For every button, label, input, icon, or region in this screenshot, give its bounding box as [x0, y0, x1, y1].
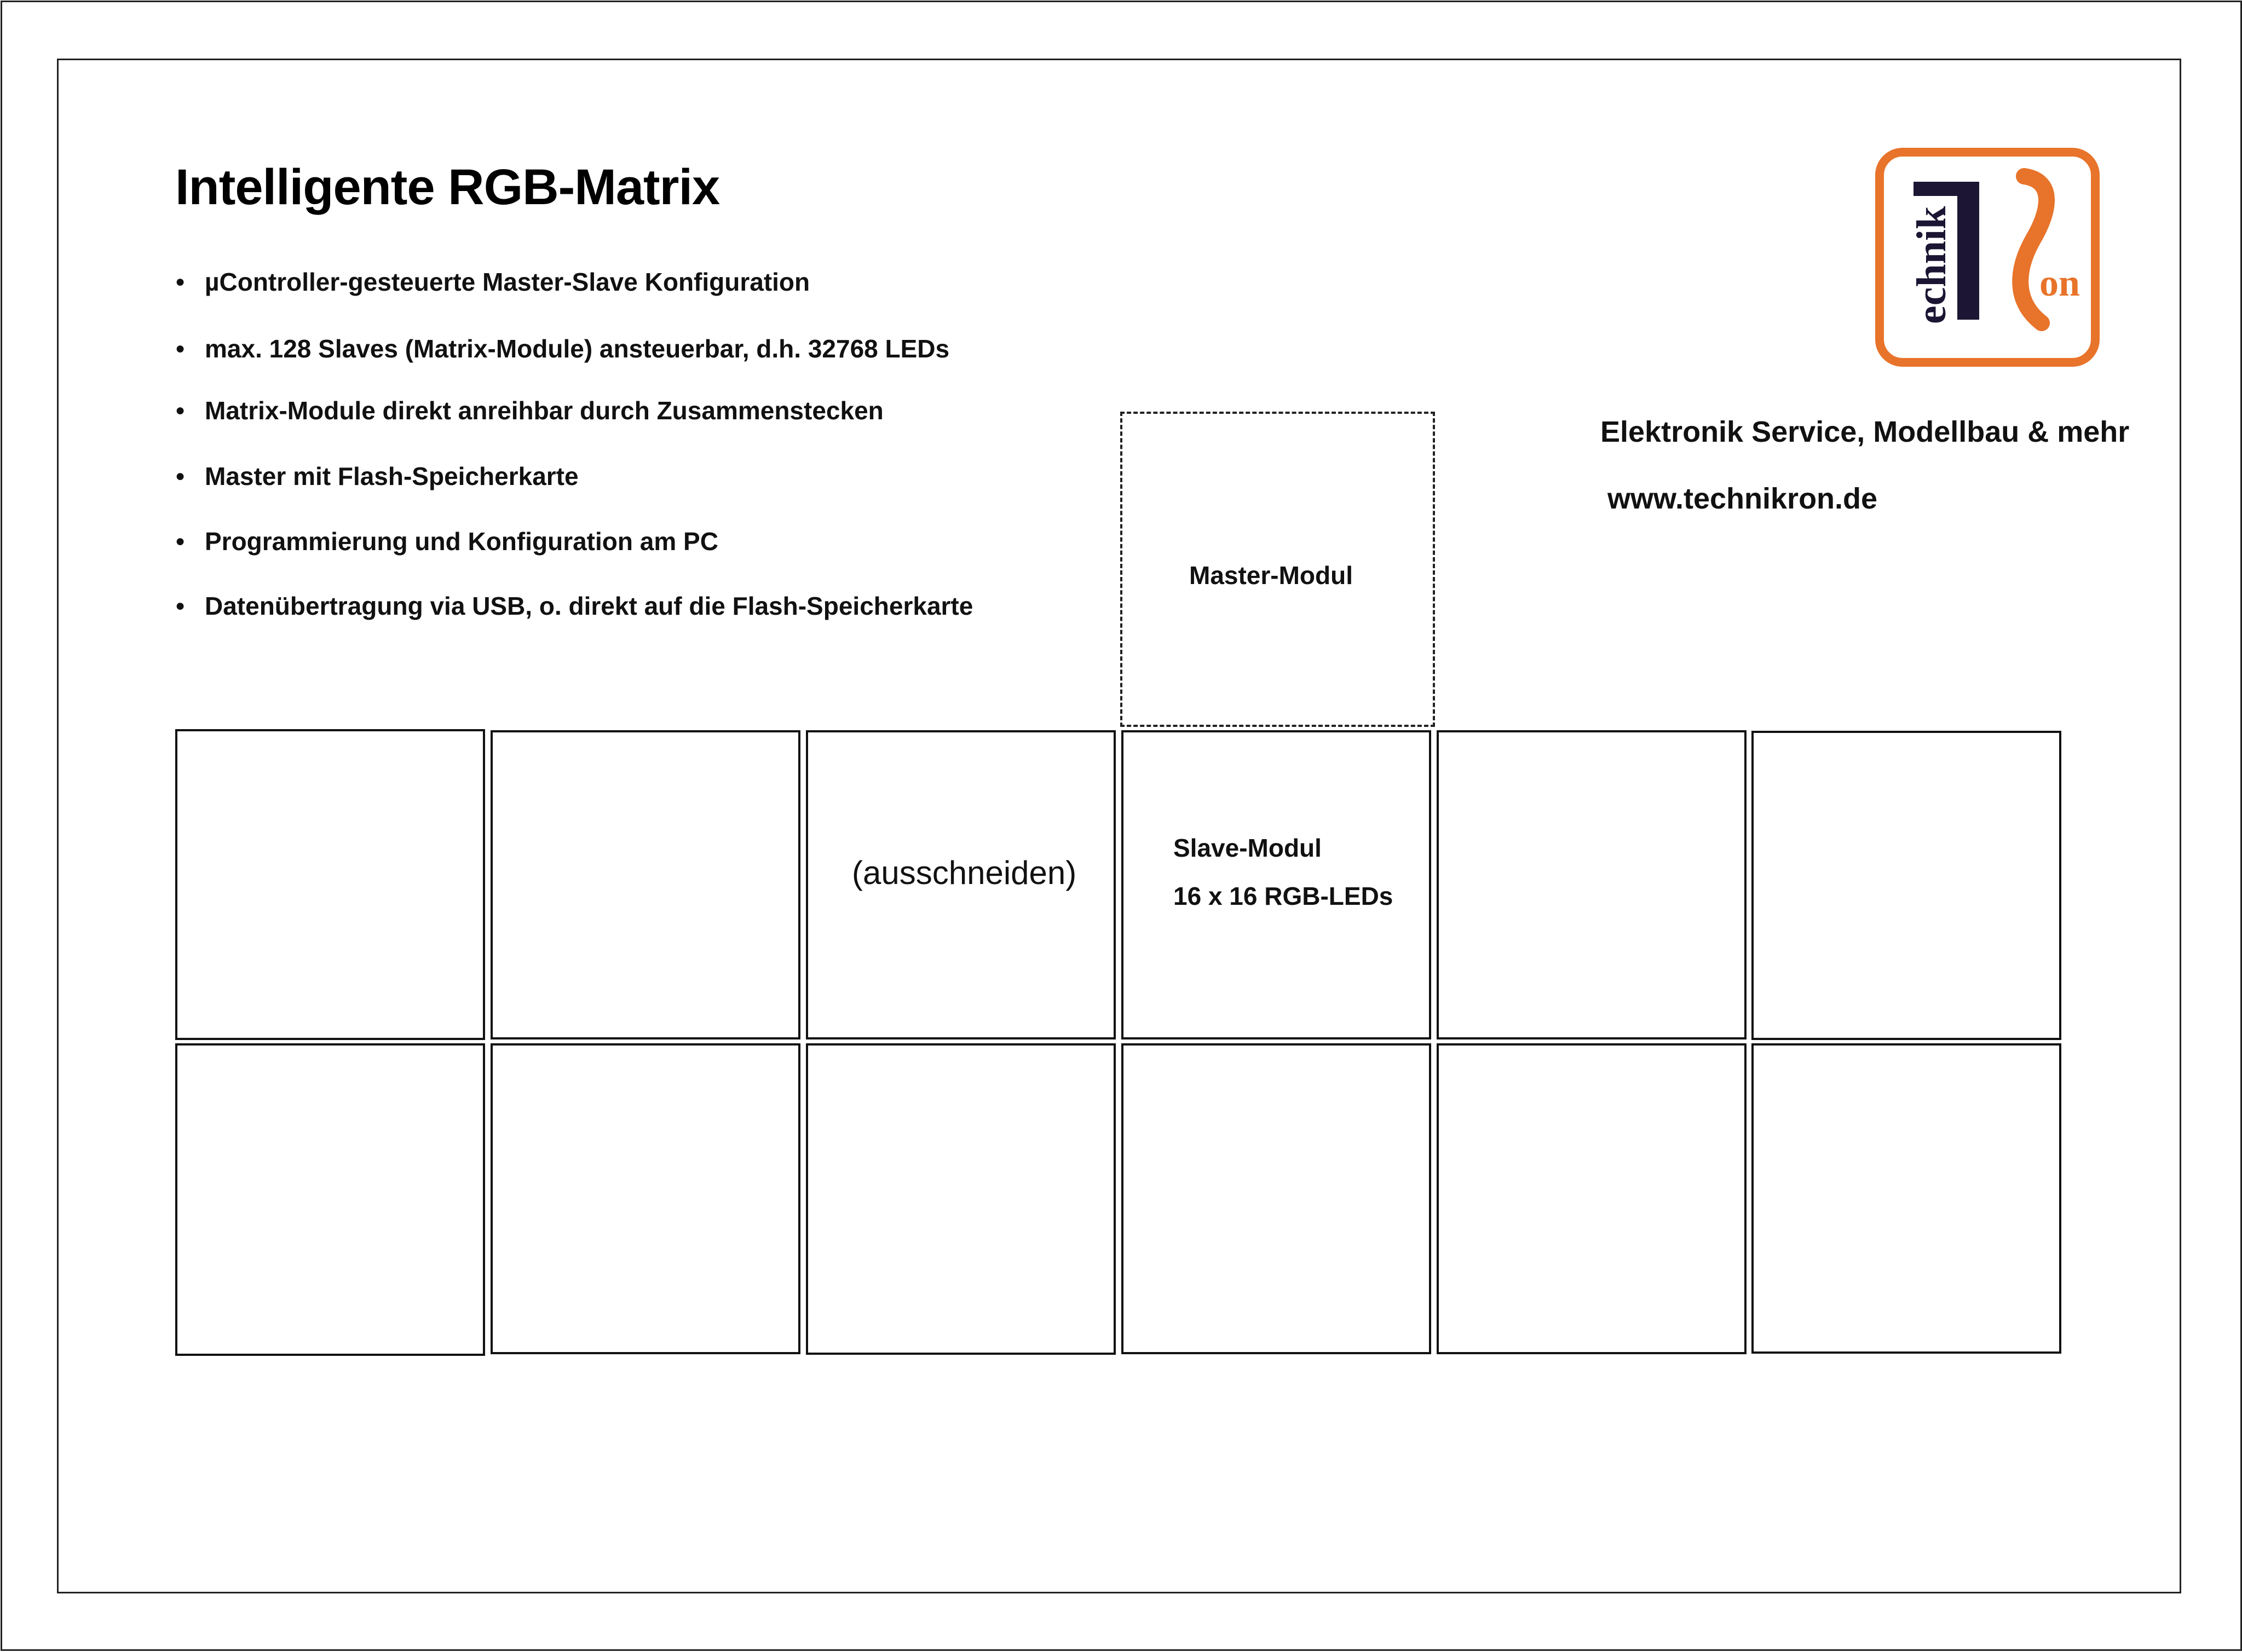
slave-module-spec: 16 x 16 RGB-LEDs	[1173, 882, 1393, 910]
feature-text: Matrix-Module direkt anreihbar durch Zusammenstecken	[205, 396, 884, 425]
feature-text: Master mit Flash-Speicherkarte	[205, 462, 579, 490]
grid-cell	[1437, 730, 1747, 1039]
grid-cell	[1751, 1043, 2061, 1354]
cut-out-note: (ausschneiden)	[852, 854, 1077, 891]
grid-cell	[491, 1043, 800, 1354]
bullet-icon: ●	[175, 596, 186, 615]
technikron-logo	[1875, 148, 2100, 367]
grid-cell	[1751, 731, 2061, 1040]
logo-vertical-text: echnik	[1909, 206, 1955, 324]
feature-item	[175, 461, 579, 491]
grid-cell	[806, 1043, 1116, 1355]
grid-cell	[1121, 1043, 1431, 1354]
slave-module-label: Slave-Modul	[1173, 834, 1322, 862]
grid-cell	[175, 729, 485, 1040]
master-module-label: Master-Modul	[1189, 561, 1353, 590]
company-website[interactable]: www.technikron.de	[1607, 482, 1878, 515]
logo-t-stem	[1957, 182, 1979, 320]
bullet-icon: ●	[175, 466, 186, 485]
grid-cell	[175, 1043, 485, 1356]
feature-item	[175, 591, 973, 621]
feature-item	[175, 267, 810, 297]
feature-text: Datenübertragung via USB, o. direkt auf die Flash-Speicherkarte	[205, 592, 973, 620]
bullet-icon: ●	[175, 272, 186, 291]
bullet-icon: ●	[175, 339, 186, 357]
feature-text: max. 128 Slaves (Matrix-Module) ansteuerbar, d.h. 32768 LEDs	[205, 334, 950, 363]
logo-suffix: on	[2039, 262, 2080, 304]
bullet-icon: ●	[175, 532, 186, 550]
feature-text: Programmierung und Konfiguration am PC	[205, 527, 718, 556]
bullet-icon: ●	[175, 401, 186, 419]
page-title: Intelligente RGB-Matrix	[175, 159, 720, 215]
feature-item	[175, 334, 949, 363]
feature-item	[175, 527, 718, 556]
grid-cell	[1437, 1043, 1747, 1354]
grid-cell	[491, 730, 800, 1039]
feature-item	[175, 396, 884, 425]
company-tagline: Elektronik Service, Modellbau & mehr	[1600, 415, 2130, 448]
feature-text: µController-gesteuerte Master-Slave Konfiguration	[205, 268, 810, 296]
